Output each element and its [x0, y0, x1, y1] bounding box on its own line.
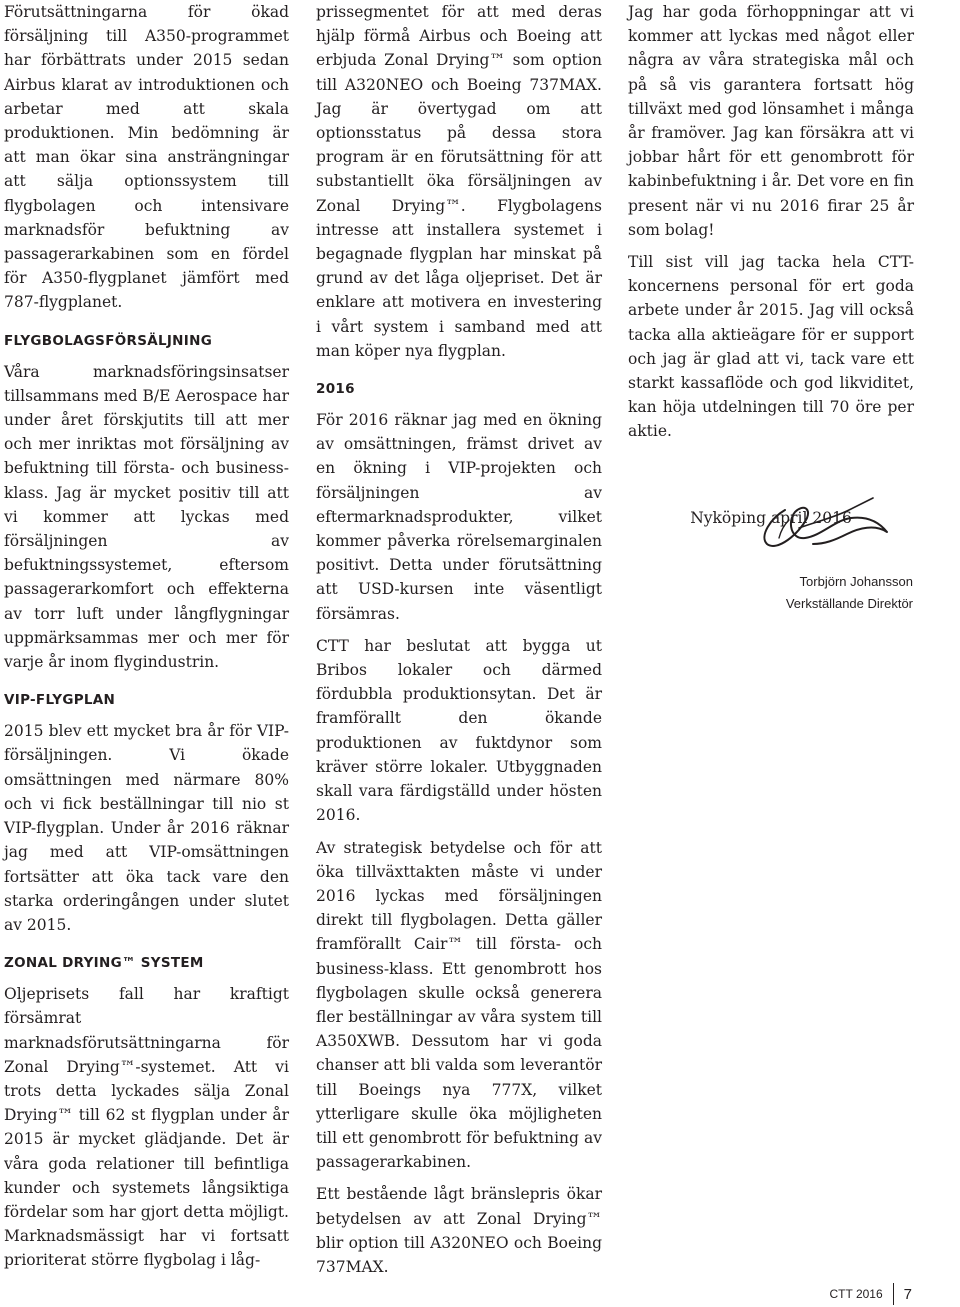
signature-graphic — [755, 488, 905, 558]
footer-divider — [893, 1283, 894, 1305]
paragraph-hopes: Jag har goda förhoppningar att vi kommer att lyckas med något eller några av våra strategiska mål och på så vis garantera fortsatt hög tillväxt med god lönsamhet i många år framöver. Jag kan försäkra att vi jobbar hårt för ett genombrott för kabinbefuktning i år. Det vore en fin present när vi nu 2016 firar 25 år som bolag! — [628, 3, 914, 239]
footer-doc-label: CTT 2016 — [829, 1287, 883, 1301]
paragraph-bribo: CTT har beslutat att bygga ut Bribos lokaler och därmed fördubbla produktionsytan. Det är framförallt den ökande produktionen av fuktdynor som kräver större lokaler. Utbyggnaden skall vara färdigställd under hösten 2016. — [316, 636, 602, 825]
page-number: 7 — [903, 1285, 912, 1303]
paragraph-2016-outlook: För 2016 räknar jag med en ökning av omsättningen, främst drivet av en ökning i VIP-projekten och försäljningen av eftermarknadsprodukter, vilket kommer påverka rörelsemarginalen positivt. Detta under förutsättning att USD-kursen inte väsentligt försämras. — [316, 411, 602, 623]
signer-name: Torbjörn Johansson — [799, 574, 913, 589]
paragraph-vip: 2015 blev ett mycket bra år för VIP-försäljningen. Vi ökade omsättningen med närmare 80% och vi fick beställningar till nio st VIP-flygplan. Under år 2016 räknar jag med att VIP-omsättningen fortsätter att öka tack vare den starka orderingången under slutet av 2015. — [4, 722, 289, 934]
place-date: Nyköping april 2016 — [690, 508, 852, 527]
heading-flygbolagsforsaljning: FLYGBOLAGSFÖRSÄLJNING — [4, 332, 213, 349]
heading-zonal-drying: ZONAL DRYING™ SYSTEM — [4, 955, 204, 972]
paragraph-a350: Förutsättningarna för ökad försäljning till A350-programmet har förbättrats under 2015 sedan Airbus klarat av introduktionen och arbetar med att skala produktionen. Min bedömning är att man ökar sina ansträngningar att sälja optionssystem till flygbolagen och intensivare marknadsför befuktning av passagerarkabinen som en fördel för A350-flygplanet jämfört med 787-flygplanet. — [4, 3, 289, 312]
text-column-1 — [4, 0, 289, 1281]
signature-icon — [755, 488, 905, 558]
paragraph-flygbolag: Våra marknadsföringsinsatser tillsammans med B/E Aerospace har under året förskjutits till att mer och mer inriktas mot försäljning av befuktning till första- och business-klass. Jag är mycket positiv till att vi kommer att lyckas med försäljningen av befuktningssystemet, eftersom passagerarkomfort och effekterna av torr luft under långflygningar uppmärksammas mer och mer för varje år inom flygindustrin. — [4, 362, 290, 672]
paragraph-thanks: Till sist vill jag tacka hela CTT-koncernens personal för ert goda arbete under år 2015. Jag vill också tacka alla aktieägare för er support och jag är glad att vi, tack vare ett starkt kassaflöde och god likviditet, kan höja utdelningen till 70 öre per aktie. — [628, 253, 914, 441]
paragraph-strategy: Av strategisk betydelse och för att öka tillväxttakten måste vi under 2016 lyckas med försäljningen direkt till flygbolagen. Detta gäller framförallt Cair™ till första- och business-klass. Ett genombrott hos flygbolagen skulle också generera fler beställningar av våra system till A350XWB. Dessutom har vi goda chanser att bli valda som leverantör till Boeings nya 777X, vilket ytterligare skulle öka möjligheten till ett genombrott för befuktning av passagerarkabinen. — [316, 838, 602, 1172]
paragraph-prissegment: prissegmentet för att med deras hjälp förmå Airbus och Boeing att erbjuda Zonal Drying™ som option till A320NEO och Boeing 737MAX. Jag är övertygad om att optionsstatus på dessa stora program är en förutsättning för att substantiellt öka försäljningen av Zonal Drying™. Flygbolagens intresse att installera systemet i begagnade flygplan har minskat på grund av det låga oljepriset. Det är enklare att motivera en investering i vårt system i samband med att man köper nya flygplan. — [316, 3, 602, 360]
text-column-2 — [316, 0, 602, 1287]
text-column-3 — [628, 0, 914, 538]
heading-vip-flygplan: VIP-FLYGPLAN — [4, 692, 116, 709]
page-footer — [830, 1283, 912, 1305]
heading-2016: 2016 — [316, 381, 355, 398]
paragraph-fuel-price: Ett bestående lågt bränslepris ökar betydelsen av att Zonal Drying™ blir option till A320NEO och Boeing 737MAX. — [316, 1185, 602, 1276]
paragraph-zonal: Oljeprisets fall har kraftigt försämrat marknadsförutsättningarna för Zonal Drying™-systemet. Att vi trots detta lyckades sälja Zonal Drying™ till 62 st flygplan under år 2015 är mycket glädjande. Det är våra goda relationer till befintliga kunder och systemets långsiktiga fördelar som har gjort detta möjligt. Marknadsmässigt har vi fortsatt prioriterat större flygbolag i låg- — [4, 985, 289, 1270]
signer-title: Verkställande Direktör — [785, 596, 913, 611]
